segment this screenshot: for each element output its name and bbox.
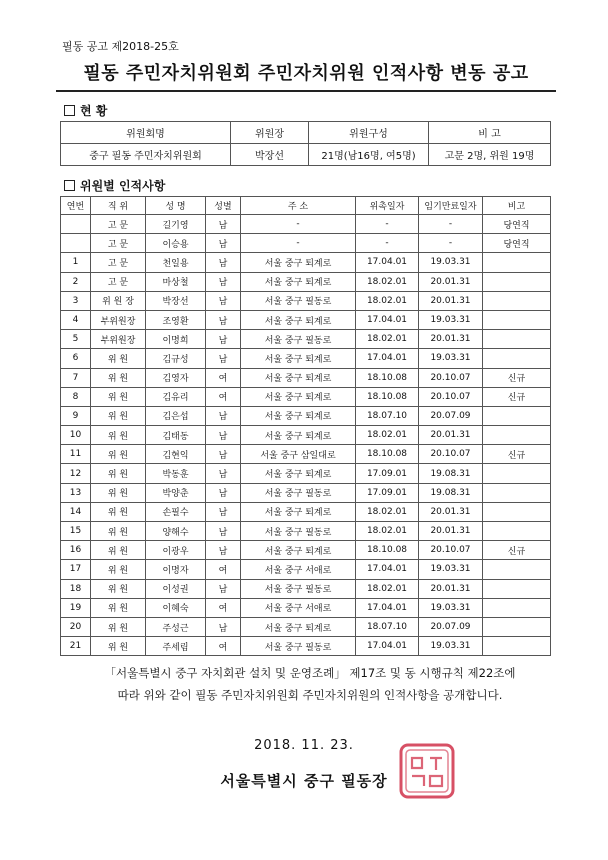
table-cell: 서울 중구 퇴계로 bbox=[241, 368, 356, 387]
table-cell: 남 bbox=[206, 349, 241, 368]
table-cell: 신규 bbox=[483, 368, 551, 387]
table-cell: 4 bbox=[61, 310, 91, 329]
table-cell bbox=[483, 272, 551, 291]
table-cell: - bbox=[356, 215, 419, 234]
table-cell: 18.02.01 bbox=[356, 426, 419, 445]
table-cell: 위 원 bbox=[91, 483, 146, 502]
table-cell: 여 bbox=[206, 387, 241, 406]
table-cell: 18.02.01 bbox=[356, 522, 419, 541]
table-cell: 남 bbox=[206, 272, 241, 291]
table-cell: 20.01.31 bbox=[419, 522, 483, 541]
table-cell: 19.03.31 bbox=[419, 310, 483, 329]
section-members-heading bbox=[64, 177, 165, 194]
table-row bbox=[61, 215, 551, 234]
status-header-cell: 비 고 bbox=[429, 122, 551, 144]
table-cell bbox=[483, 522, 551, 541]
table-cell: 남 bbox=[206, 464, 241, 483]
table-row bbox=[61, 598, 551, 617]
table-cell: 17 bbox=[61, 560, 91, 579]
table-cell: 남 bbox=[206, 291, 241, 310]
table-cell bbox=[483, 291, 551, 310]
member-header-cell: 연번 bbox=[61, 197, 91, 215]
table-cell: 여 bbox=[206, 368, 241, 387]
table-cell: 남 bbox=[206, 502, 241, 521]
table-cell: 위 원 bbox=[91, 637, 146, 656]
table-cell: 서울 중구 서애로 bbox=[241, 560, 356, 579]
table-cell: 서울 중구 퇴계로 bbox=[241, 426, 356, 445]
table-cell: 20.01.31 bbox=[419, 291, 483, 310]
table-cell: 18.10.08 bbox=[356, 368, 419, 387]
table-cell: 주세림 bbox=[146, 637, 206, 656]
table-cell: 박장선 bbox=[146, 291, 206, 310]
table-cell: 서울 중구 필동로 bbox=[241, 637, 356, 656]
table-cell: 17.04.01 bbox=[356, 637, 419, 656]
table-cell: 남 bbox=[206, 330, 241, 349]
table-cell: 20.10.07 bbox=[419, 368, 483, 387]
table-cell: 서울 중구 필동로 bbox=[241, 522, 356, 541]
table-cell: 위 원 bbox=[91, 617, 146, 636]
table-cell: 20.01.31 bbox=[419, 272, 483, 291]
table-cell: 남 bbox=[206, 215, 241, 234]
table-cell: 박양춘 bbox=[146, 483, 206, 502]
table-cell: 천일용 bbox=[146, 253, 206, 272]
status-cell: 고문 2명, 위원 19명 bbox=[429, 144, 551, 166]
table-cell: 서울 중구 필동로 bbox=[241, 330, 356, 349]
table-cell: 위 원 bbox=[91, 349, 146, 368]
table-cell: 여 bbox=[206, 637, 241, 656]
table-cell: 6 bbox=[61, 349, 91, 368]
table-cell: 이광우 bbox=[146, 541, 206, 560]
table-cell: 조영환 bbox=[146, 310, 206, 329]
table-row bbox=[61, 541, 551, 560]
table-cell: 위 원 bbox=[91, 368, 146, 387]
table-cell: 서울 중구 필동로 bbox=[241, 579, 356, 598]
table-cell: 신규 bbox=[483, 445, 551, 464]
table-cell: 5 bbox=[61, 330, 91, 349]
table-row bbox=[61, 445, 551, 464]
table-cell: 19.03.31 bbox=[419, 598, 483, 617]
table-cell: 19.08.31 bbox=[419, 464, 483, 483]
table-cell: 20 bbox=[61, 617, 91, 636]
table-cell: 19.03.31 bbox=[419, 560, 483, 579]
table-cell: 이명자 bbox=[146, 560, 206, 579]
table-cell: 고 문 bbox=[91, 215, 146, 234]
table-cell: 20.01.31 bbox=[419, 502, 483, 521]
member-header-cell: 직 위 bbox=[91, 197, 146, 215]
table-row bbox=[61, 464, 551, 483]
table-cell: 서울 중구 필동로 bbox=[241, 483, 356, 502]
table-cell: 18 bbox=[61, 579, 91, 598]
table-row bbox=[61, 406, 551, 425]
table-row bbox=[61, 368, 551, 387]
table-cell: 7 bbox=[61, 368, 91, 387]
table-cell: 당연직 bbox=[483, 215, 551, 234]
table-cell: 김영자 bbox=[146, 368, 206, 387]
table-cell: 서울 중구 퇴계로 bbox=[241, 349, 356, 368]
checkbox-square-icon bbox=[64, 180, 75, 191]
table-cell: 20.10.07 bbox=[419, 445, 483, 464]
status-header-cell: 위원구성 bbox=[309, 122, 429, 144]
table-cell: 위 원 bbox=[91, 522, 146, 541]
table-cell bbox=[483, 349, 551, 368]
table-cell: 서울 중구 퇴계로 bbox=[241, 541, 356, 560]
checkbox-square-icon bbox=[64, 105, 75, 116]
table-cell: 신규 bbox=[483, 387, 551, 406]
section-status-heading bbox=[64, 102, 107, 119]
issuing-office: 서울특별시 중구 필동장 bbox=[220, 772, 388, 790]
table-row bbox=[61, 617, 551, 636]
status-cell: 중구 필동 주민자치위원회 bbox=[61, 144, 231, 166]
table-cell: 김규성 bbox=[146, 349, 206, 368]
section-status-label: 현 황 bbox=[80, 104, 108, 118]
table-cell: 위 원 bbox=[91, 387, 146, 406]
status-table bbox=[60, 121, 551, 166]
table-cell: 18.02.01 bbox=[356, 272, 419, 291]
table-cell: 위 원 bbox=[91, 598, 146, 617]
table-cell bbox=[483, 560, 551, 579]
table-cell bbox=[483, 253, 551, 272]
table-cell: 20.07.09 bbox=[419, 406, 483, 425]
member-table bbox=[60, 196, 551, 656]
table-cell: 이성권 bbox=[146, 579, 206, 598]
table-cell: 여 bbox=[206, 560, 241, 579]
member-header-cell: 임기만료일자 bbox=[419, 197, 483, 215]
table-cell bbox=[483, 426, 551, 445]
table-cell: 위 원 bbox=[91, 560, 146, 579]
table-cell: 위 원 장 bbox=[91, 291, 146, 310]
table-cell: 부위원장 bbox=[91, 330, 146, 349]
member-header-cell: 성별 bbox=[206, 197, 241, 215]
table-cell: - bbox=[241, 234, 356, 253]
table-row bbox=[61, 330, 551, 349]
table-cell: 이혜숙 bbox=[146, 598, 206, 617]
table-cell: 김은섭 bbox=[146, 406, 206, 425]
table-cell: 17.09.01 bbox=[356, 464, 419, 483]
status-header-cell: 위원장 bbox=[231, 122, 309, 144]
table-cell: 19.03.31 bbox=[419, 253, 483, 272]
table-cell: 이명희 bbox=[146, 330, 206, 349]
table-cell: 20.01.31 bbox=[419, 426, 483, 445]
table-cell: 3 bbox=[61, 291, 91, 310]
status-cell: 박장선 bbox=[231, 144, 309, 166]
table-cell: 서울 중구 퇴계로 bbox=[241, 253, 356, 272]
table-cell: - bbox=[241, 215, 356, 234]
table-cell: 위 원 bbox=[91, 502, 146, 521]
table-row bbox=[61, 349, 551, 368]
table-cell: 김태동 bbox=[146, 426, 206, 445]
table-cell: 17.04.01 bbox=[356, 310, 419, 329]
table-row bbox=[61, 253, 551, 272]
table-cell: 당연직 bbox=[483, 234, 551, 253]
table-cell bbox=[483, 637, 551, 656]
member-header-cell: 성 명 bbox=[146, 197, 206, 215]
table-cell: - bbox=[356, 234, 419, 253]
member-header-cell: 위촉일자 bbox=[356, 197, 419, 215]
table-cell bbox=[483, 598, 551, 617]
table-cell bbox=[483, 502, 551, 521]
table-cell bbox=[483, 483, 551, 502]
table-cell: 12 bbox=[61, 464, 91, 483]
table-cell bbox=[483, 310, 551, 329]
table-cell: 18.02.01 bbox=[356, 330, 419, 349]
table-cell: 위 원 bbox=[91, 579, 146, 598]
table-cell: 남 bbox=[206, 483, 241, 502]
table-cell: 양해수 bbox=[146, 522, 206, 541]
table-cell: 남 bbox=[206, 541, 241, 560]
table-cell: 15 bbox=[61, 522, 91, 541]
table-cell: 17.04.01 bbox=[356, 560, 419, 579]
table-cell: 여 bbox=[206, 598, 241, 617]
table-cell: 14 bbox=[61, 502, 91, 521]
table-cell: 서울 중구 퇴계로 bbox=[241, 617, 356, 636]
table-cell: 19.08.31 bbox=[419, 483, 483, 502]
table-row bbox=[61, 483, 551, 502]
table-cell: 김현익 bbox=[146, 445, 206, 464]
table-cell: 17.04.01 bbox=[356, 349, 419, 368]
member-header-cell: 주 소 bbox=[241, 197, 356, 215]
table-cell: 서울 중구 삼일대로 bbox=[241, 445, 356, 464]
footer-text bbox=[60, 662, 560, 706]
table-row bbox=[61, 637, 551, 656]
table-cell: 서울 중구 퇴계로 bbox=[241, 406, 356, 425]
table-cell: 1 bbox=[61, 253, 91, 272]
table-cell: - bbox=[419, 234, 483, 253]
table-cell: 위 원 bbox=[91, 406, 146, 425]
status-cell: 21명(남16명, 여5명) bbox=[309, 144, 429, 166]
table-cell: 남 bbox=[206, 234, 241, 253]
table-cell bbox=[61, 234, 91, 253]
table-cell bbox=[483, 464, 551, 483]
member-header-cell: 비고 bbox=[483, 197, 551, 215]
table-row bbox=[61, 387, 551, 406]
table-row bbox=[61, 310, 551, 329]
table-cell: 18.07.10 bbox=[356, 617, 419, 636]
table-cell: 고 문 bbox=[91, 253, 146, 272]
table-row bbox=[61, 502, 551, 521]
table-cell: 고 문 bbox=[91, 272, 146, 291]
table-cell: 남 bbox=[206, 522, 241, 541]
table-cell: 8 bbox=[61, 387, 91, 406]
table-cell: 9 bbox=[61, 406, 91, 425]
table-cell: 18.10.08 bbox=[356, 445, 419, 464]
table-cell: 김유리 bbox=[146, 387, 206, 406]
table-row bbox=[61, 522, 551, 541]
table-cell: 17.09.01 bbox=[356, 483, 419, 502]
table-cell: 18.02.01 bbox=[356, 579, 419, 598]
table-cell bbox=[483, 617, 551, 636]
table-row bbox=[61, 579, 551, 598]
table-cell: 서울 중구 퇴계로 bbox=[241, 464, 356, 483]
table-cell: 서울 중구 퇴계로 bbox=[241, 502, 356, 521]
page-title: 필동 주민자치위원회 주민자치위원 인적사항 변동 공고 bbox=[56, 60, 556, 92]
table-cell: 16 bbox=[61, 541, 91, 560]
table-cell: 부위원장 bbox=[91, 310, 146, 329]
footer-line: 「서울특별시 중구 자치회관 설치 및 운영조례」 제17조 및 동 시행규칙 제22조에 bbox=[104, 666, 516, 680]
table-cell: 길기영 bbox=[146, 215, 206, 234]
table-cell: 17.04.01 bbox=[356, 598, 419, 617]
section-members-label: 위원별 인적사항 bbox=[80, 179, 166, 193]
table-cell: 남 bbox=[206, 310, 241, 329]
table-cell bbox=[61, 215, 91, 234]
table-cell: 10 bbox=[61, 426, 91, 445]
table-cell: 남 bbox=[206, 426, 241, 445]
table-row bbox=[61, 291, 551, 310]
table-cell: 18.10.08 bbox=[356, 541, 419, 560]
table-cell bbox=[483, 406, 551, 425]
table-cell: 신규 bbox=[483, 541, 551, 560]
table-cell: 남 bbox=[206, 406, 241, 425]
table-cell: 21 bbox=[61, 637, 91, 656]
table-cell: 13 bbox=[61, 483, 91, 502]
table-cell: 위 원 bbox=[91, 541, 146, 560]
table-cell: 손필수 bbox=[146, 502, 206, 521]
table-cell: 고 문 bbox=[91, 234, 146, 253]
table-cell: 서울 중구 퇴계로 bbox=[241, 387, 356, 406]
table-cell: 20.10.07 bbox=[419, 541, 483, 560]
table-row bbox=[61, 272, 551, 291]
table-cell: 주성근 bbox=[146, 617, 206, 636]
table-cell: 위 원 bbox=[91, 445, 146, 464]
table-cell bbox=[483, 579, 551, 598]
table-cell: 18.02.01 bbox=[356, 291, 419, 310]
table-cell: 17.04.01 bbox=[356, 253, 419, 272]
notice-number: 필동 공고 제2018-25호 bbox=[62, 40, 179, 53]
table-cell: 18.10.08 bbox=[356, 387, 419, 406]
table-cell: 19 bbox=[61, 598, 91, 617]
table-cell: 박동훈 bbox=[146, 464, 206, 483]
member-header-row bbox=[61, 197, 551, 215]
status-header-cell: 위원회명 bbox=[61, 122, 231, 144]
table-cell: 서울 중구 필동로 bbox=[241, 291, 356, 310]
table-cell: 20.10.07 bbox=[419, 387, 483, 406]
table-cell: 이승용 bbox=[146, 234, 206, 253]
table-row bbox=[61, 560, 551, 579]
table-cell: 20.07.09 bbox=[419, 617, 483, 636]
table-cell: - bbox=[419, 215, 483, 234]
status-header-row bbox=[61, 122, 551, 144]
table-cell: 20.01.31 bbox=[419, 330, 483, 349]
table-cell: 위 원 bbox=[91, 464, 146, 483]
table-cell: 19.03.31 bbox=[419, 637, 483, 656]
table-cell: 18.07.10 bbox=[356, 406, 419, 425]
notice-date: 2018. 11. 23. bbox=[254, 738, 354, 753]
footer-line: 따라 위와 같이 필동 주민자치위원회 주민자치위원의 인적사항을 공개합니다. bbox=[117, 688, 503, 702]
table-cell: 남 bbox=[206, 617, 241, 636]
table-cell: 2 bbox=[61, 272, 91, 291]
table-cell: 서울 중구 퇴계로 bbox=[241, 310, 356, 329]
table-cell: 위 원 bbox=[91, 426, 146, 445]
table-cell: 11 bbox=[61, 445, 91, 464]
table-cell: 남 bbox=[206, 579, 241, 598]
table-cell: 남 bbox=[206, 253, 241, 272]
table-cell: 남 bbox=[206, 445, 241, 464]
table-cell: 서울 중구 서애로 bbox=[241, 598, 356, 617]
table-cell: 19.03.31 bbox=[419, 349, 483, 368]
table-row bbox=[61, 426, 551, 445]
table-cell: 18.02.01 bbox=[356, 502, 419, 521]
status-row bbox=[61, 144, 551, 166]
table-cell: 마상철 bbox=[146, 272, 206, 291]
table-cell: 서울 중구 퇴계로 bbox=[241, 272, 356, 291]
table-cell bbox=[483, 330, 551, 349]
table-cell: 20.01.31 bbox=[419, 579, 483, 598]
table-row bbox=[61, 234, 551, 253]
